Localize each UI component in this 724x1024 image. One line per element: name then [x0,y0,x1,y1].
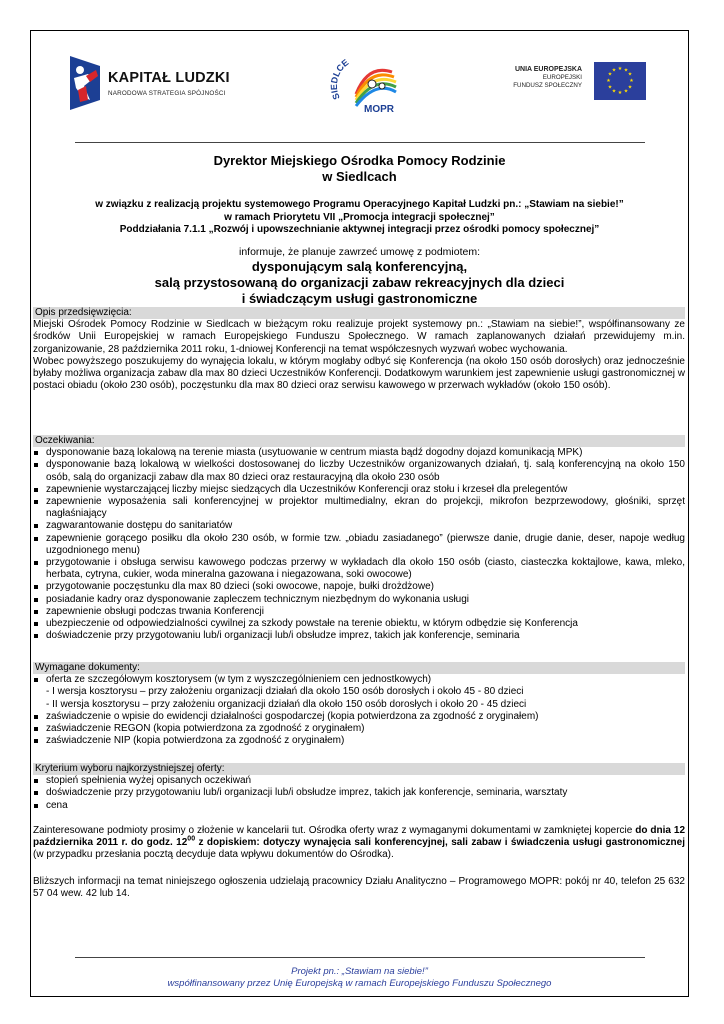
list-item: zapewnienie wystarczającej liczby miejsc siedzących dla Uczestników Konferencji oraz stołu i krzeseł dla prelegentów [33,484,685,496]
kapital-ludzki-title: KAPITAŁ LUDZKI [108,70,230,86]
big-line2: salą przystosowaną do organizacji zabaw rekreacyjnych dla dzieci [154,275,565,290]
svg-text:★: ★ [627,84,633,91]
oczekiwania-list [33,447,685,642]
svg-text:★: ★ [611,67,617,74]
dokumenty-item-1: oferta ze szczegółowym kosztorysem (w tym z wyszczególnieniem cen jednostkowych) [46,674,432,686]
list-item: zapewnienie wyposażenia sali konferencyjnej w projektor multimedialny, ekran do projekcji, mikrofon bezprzewodowy, głośniki, sprzęt nagłaśniający [33,496,685,520]
section-heading-oczekiwania: Oczekiwania: [33,435,685,447]
svg-text:★: ★ [627,71,633,78]
sub-line2: w ramach Priorytetu VII „Promocja integracji społecznej” [224,211,495,223]
kapital-ludzki-logo [68,56,238,112]
list-item: przygotowanie poczęstunku dla max 80 dzieci (soki owocowe, napoje, bułki drożdżowe) [33,581,685,593]
footer-line2: współfinansowany przez Unię Europejską w ramach Europejskiego Funduszu Społecznego [167,978,552,989]
list-item: doświadczenie przy przygotowaniu lub/i organizacji lub/i obsłudze imprez, takich jak konferencje, seminaria [33,630,685,642]
list-item: dysponowanie bazą lokalową na terenie miasta (usytuowanie w centrum miasta bądź dogodny dojazd komunikacją MPK) [33,447,685,459]
kryterium-list [33,775,685,812]
list-item: ubezpieczenie od odpowiedzialności cywilnej za szkody powstałe na terenie obiektu, w którym odbędzie się Konferencja [33,618,685,630]
header-divider [75,142,645,143]
list-item: zaświadczenie REGON (kopia potwierdzona za zgodność z oryginałem) [33,723,685,735]
list-item: dysponowanie bazą lokalową w wielkości dostosowanej do liczby Uczestników organizowanych działań, tj. salą konferencyjną na około 150 osób, salą do organizacji zabaw dla max 80 dzieci oraz restauracyjną dla około 230 osób [33,459,685,483]
svg-text:★: ★ [629,78,634,84]
closing-paragraph-2: Bliższych informacji na temat niniejszego ogłoszenia udzielają pracownicy Działu Analityczno – Programowego MOPR: pokój nr 40, telefon 25 632 57 04 wew. 42 lub 14. [33,876,685,900]
list-item: przygotowanie i obsługa serwisu kawowego podczas przerwy w wykładach dla około 150 osób (ciasto, ciasteczka koktajlowe, kawa, mleko, herbata, cytryna, cukier, woda mineralna gazowana i niegazowana, soki owocowe) [33,557,685,581]
eu-logo [496,62,646,102]
title-line2: w Siedlcach [322,169,397,184]
footer-divider [75,957,645,958]
inform-line: informuje, że planuje zawrzeć umowę z podmiotem: [238,246,481,258]
opis-paragraph-2: Wobec powyższego poszukujemy do wynajęcia lokalu, w którym mogłaby odbyć się Konferencja (na około 150 osób dorosłych) oraz jednocześnie byłaby możliwa organizacja zabaw dla max 80 dzieci Uczestników Konferencji. Dodatkowym warunkiem jest zapewnienie usługi gastronomicznej w postaci obiadu (około 230 osób), poczęstunku dla max 80 dzieci oraz serwisu kawowego w przerwach wykładów (około 150 osób). [33,355,685,392]
svg-text:★: ★ [606,78,611,84]
title-line1: Dyrektor Miejskiego Ośrodka Pomocy Rodzinie [213,153,506,168]
project-subtitle [30,199,689,237]
big-line1: dysponującym salą konferencyjną, [251,259,468,274]
list-item: zapewnienie obsługi podczas trwania Konferencji [33,606,685,618]
section-heading-kryterium: Kryterium wyboru najkorzystniejszej oferty: [33,763,685,775]
list-item: posiadanie kadry oraz dysponowanie zapleczem technicznym niezbędnym do wykonania usługi [33,594,685,606]
section-opis [33,307,685,392]
footer-line1: Projekt pn.: „Stawiam na siebie!” [291,966,428,977]
list-item: zagwarantowanie dostępu do sanitariatów [33,520,685,532]
list-item: zaświadczenie o wpisie do ewidencji działalności gospodarczej (kopia potwierdzona za zgodność z oryginałem) [33,711,685,723]
opis-paragraph-1: Miejski Ośrodek Pomocy Rodzinie w Siedlcach w bieżącym roku realizuje projekt systemowy pn.: „Stawiam na siebie!”, współfinansowany ze środków Unii Europejskiej w ramach Europejskiego Funduszu Społecznego. W ramach zaplanowanych działań przewidujemy m.in. zorganizowanie, 28 października 2011 roku, 1-dniowej Konferencji na temat współczesnych wyzwań wobec wychowania. [33,319,685,355]
svg-text:★: ★ [617,66,623,72]
list-item [33,674,685,711]
section-heading-opis: Opis przedsięwzięcia: [33,307,685,319]
svg-text:★: ★ [607,84,613,91]
svg-text:★: ★ [607,71,613,78]
mopr-logo [326,50,402,114]
closing-text-d: (w przypadku przesłania pocztą decyduje data wpływu dokumentów do Ośrodka). [33,849,394,861]
section-oczekiwania [33,435,685,642]
closing-text-a: Zainteresowane podmioty prosimy o złożenie w kancelarii tut. Ośrodka oferty wraz z wymaganymi dokumentami w zamkniętej kopercie [33,825,633,836]
svg-text:SIEDLCE [329,57,351,101]
section-dokumenty [33,662,685,747]
eu-text [513,66,582,90]
logo-bar [30,50,689,120]
mopr-emblem-icon [326,50,402,114]
list-item: stopień spełnienia wyżej opisanych oczekiwań [33,775,685,787]
mopr-label: MOPR [364,104,394,114]
list-item: doświadczenie przy przygotowaniu lub/i organizacji lub/i obsłudze imprez, takich jak konferencje, seminaria, warsztaty [33,787,685,799]
kapital-ludzki-flag-icon [68,56,102,110]
kapital-ludzki-subtitle: NARODOWA STRATEGIA SPÓJNOŚCI [108,90,226,97]
svg-text:★: ★ [623,88,629,95]
section-heading-dokumenty: Wymagane dokumenty: [33,662,685,674]
closing-deadline-minutes: 00 [187,835,196,843]
eu-line3: FUNDUSZ SPOŁECZNY [513,82,582,89]
list-item: cena [33,800,685,812]
closing-deadline-text: do dnia 12 października 2011 r. do godz. 12 [33,825,686,849]
sub-line1: w związku z realizacją projektu systemowego Programu Operacyjnego Kapitał Ludzki pn.: „Stawiam na siebie!” [95,199,624,210]
svg-text:★: ★ [623,67,629,74]
mopr-arc-text: SIEDLCE [328,57,351,102]
eu-flag-icon [594,62,646,100]
page-footer [30,966,689,990]
big-line3: i świadczącym usługi gastronomiczne [241,291,478,306]
kosztorys-variant-2: - II wersja kosztorysu – przy założeniu organizacji działań dla około 150 osób dorosłych i około 20 - 45 dzieci [46,698,527,710]
page-title [30,153,689,185]
svg-text:★: ★ [617,90,623,96]
svg-text:★: ★ [611,88,617,95]
section-kryterium [33,763,685,812]
sub-line3: Poddziałania 7.1.1 „Rozwój i upowszechnianie aktywnej integracji przez ośrodki pomocy społecznej” [119,224,600,235]
kosztorys-variant-1: - I wersja kosztorysu – przy założeniu organizacji działań dla około 150 osób dorosłych i około 45 - 80 dzieci [46,686,524,698]
list-item: zaświadczenie NIP (kopia potwierdzona za zgodność z oryginałem) [33,735,685,747]
closing-annotation: z dopiskiem: dotyczy wynajęcia sali konferencyjnej, sali zabaw i świadczenia usługi gastronomicznej [198,837,685,849]
eu-line2: EUROPEJSKI [542,74,582,81]
dokumenty-list [33,674,685,747]
list-item: zapewnienie gorącego posiłku dla około 230 osób, w formie tzw. „obiadu zasiadanego” (pierwsze danie, drugie danie, deser, napoje według uzgodnionego menu) [33,533,685,557]
subject-heading [30,259,689,307]
eu-line1: UNIA EUROPEJSKA [514,66,582,73]
closing-paragraph-1 [33,825,685,862]
